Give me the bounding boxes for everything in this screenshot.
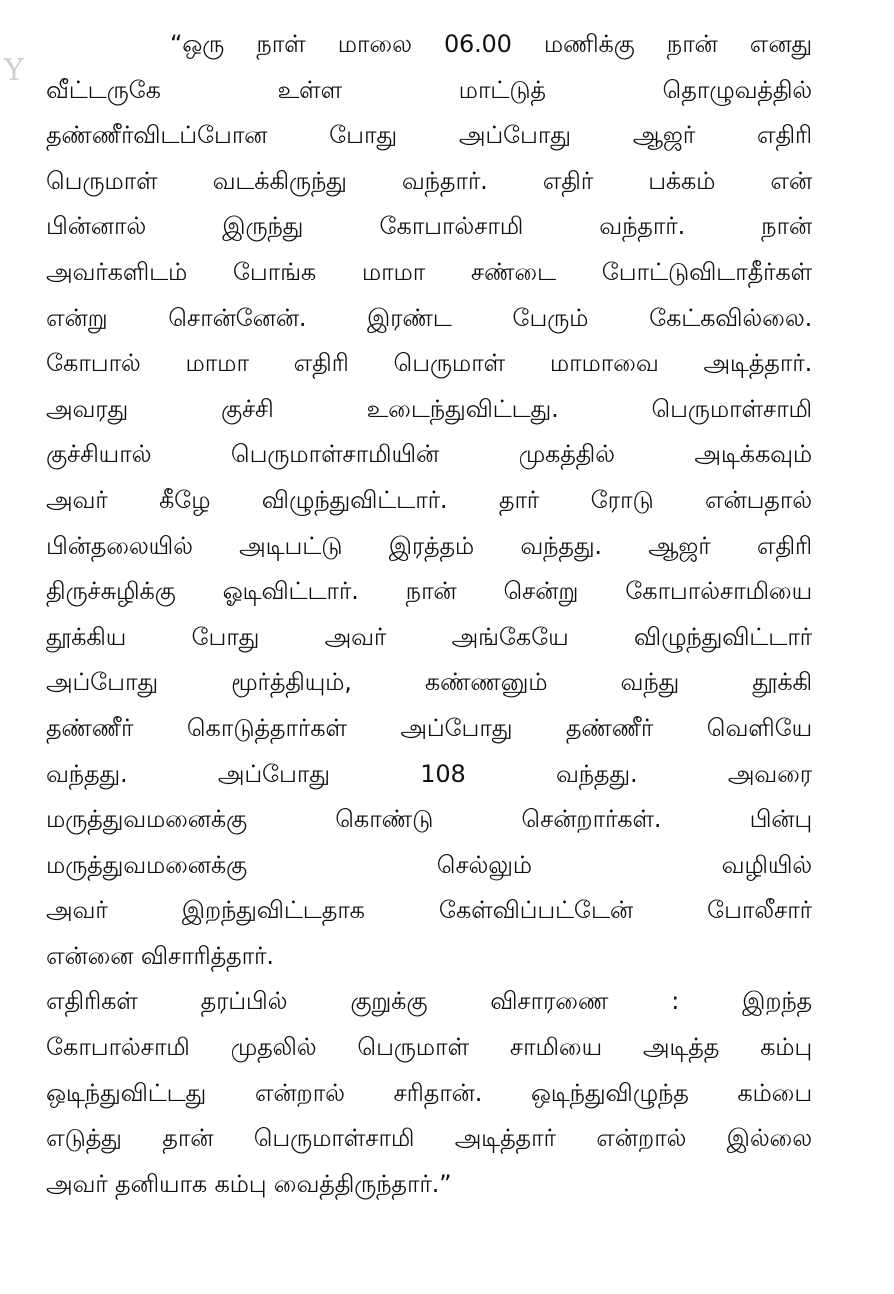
text-line: அவர் இறந்துவிட்டதாக கேள்விப்பட்டேன் போலீசார்: [46, 896, 812, 925]
text-line: அவர்களிடம் போங்க மாமா சண்டை போட்டுவிடாதீர்கள்: [46, 257, 812, 286]
text-line: வீட்டருகே உள்ள மாட்டுத் தொழுவத்தில்: [46, 75, 812, 104]
text-line: வந்தது. அப்போது 108 வந்தது. அவரை: [46, 759, 812, 788]
testimony-text: [46, 22, 812, 1207]
text-line: தண்ணீர் கொடுத்தார்கள் அப்போது தண்ணீர் வெளியே: [46, 713, 812, 742]
text-line: “ஒரு நாள் மாலை 06.00 மணிக்கு நான் எனது: [170, 30, 812, 58]
cross-examination-paragraph: [46, 979, 812, 1207]
text-line: அவரது குச்சி உடைந்துவிட்டது. பெருமாள்சாமி: [46, 394, 812, 423]
text-line: கோபால்சாமி முதலில் பெருமாள் சாமியை அடித்த கம்பு: [46, 1033, 812, 1062]
text-line: எதிரிகள் தரப்பில் குறுக்கு விசாரணை : இறந்த: [46, 987, 812, 1016]
watermark-letter: Y: [4, 53, 24, 88]
text-line: திருச்சுழிக்கு ஓடிவிட்டார். நான் சென்று கோபால்சாமியை: [46, 577, 812, 606]
text-line: கோபால் மாமா எதிரி பெருமாள் மாமாவை அடித்தார்.: [46, 349, 812, 378]
text-line: என்னை விசாரித்தார்.: [46, 941, 274, 970]
text-line: ஒடிந்துவிட்டது என்றால் சரிதான். ஒடிந்துவிழுந்த கம்பை: [46, 1078, 812, 1107]
text-line: அவர் தனியாக கம்பு வைத்திருந்தார்.”: [46, 1169, 452, 1198]
text-line: அப்போது மூர்த்தியும், கண்ணனும் வந்து தூக்கி: [46, 668, 812, 697]
text-line: அவர் கீழே விழுந்துவிட்டார். தார் ரோடு என்பதால்: [46, 485, 812, 514]
text-line: தூக்கிய போது அவர் அங்கேயே விழுந்துவிட்டார்: [46, 622, 812, 651]
text-line: எடுத்து தான் பெருமாள்சாமி அடித்தார் என்றால் இல்லை: [46, 1124, 812, 1153]
testimony-paragraph: [46, 22, 812, 979]
text-line: பின்தலையில் அடிபட்டு இரத்தம் வந்தது. ஆஜர் எதிரி: [46, 531, 812, 560]
text-line: குச்சியால் பெருமாள்சாமியின் முகத்தில் அடிக்கவும்: [46, 440, 812, 469]
text-line: என்று சொன்னேன். இரண்ட பேரும் கேட்கவில்லை.: [46, 303, 812, 332]
text-line: மருத்துவமனைக்கு கொண்டு சென்றார்கள். பின்பு: [46, 805, 812, 834]
text-line: மருத்துவமனைக்கு செல்லும் வழியில்: [46, 850, 812, 879]
text-line: தண்ணீர்விடப்போன போது அப்போது ஆஜர் எதிரி: [46, 121, 812, 150]
text-line: பின்னால் இருந்து கோபால்சாமி வந்தார். நான்: [46, 212, 812, 241]
text-line: பெருமாள் வடக்கிருந்து வந்தார். எதிர் பக்கம் என்: [46, 166, 812, 195]
